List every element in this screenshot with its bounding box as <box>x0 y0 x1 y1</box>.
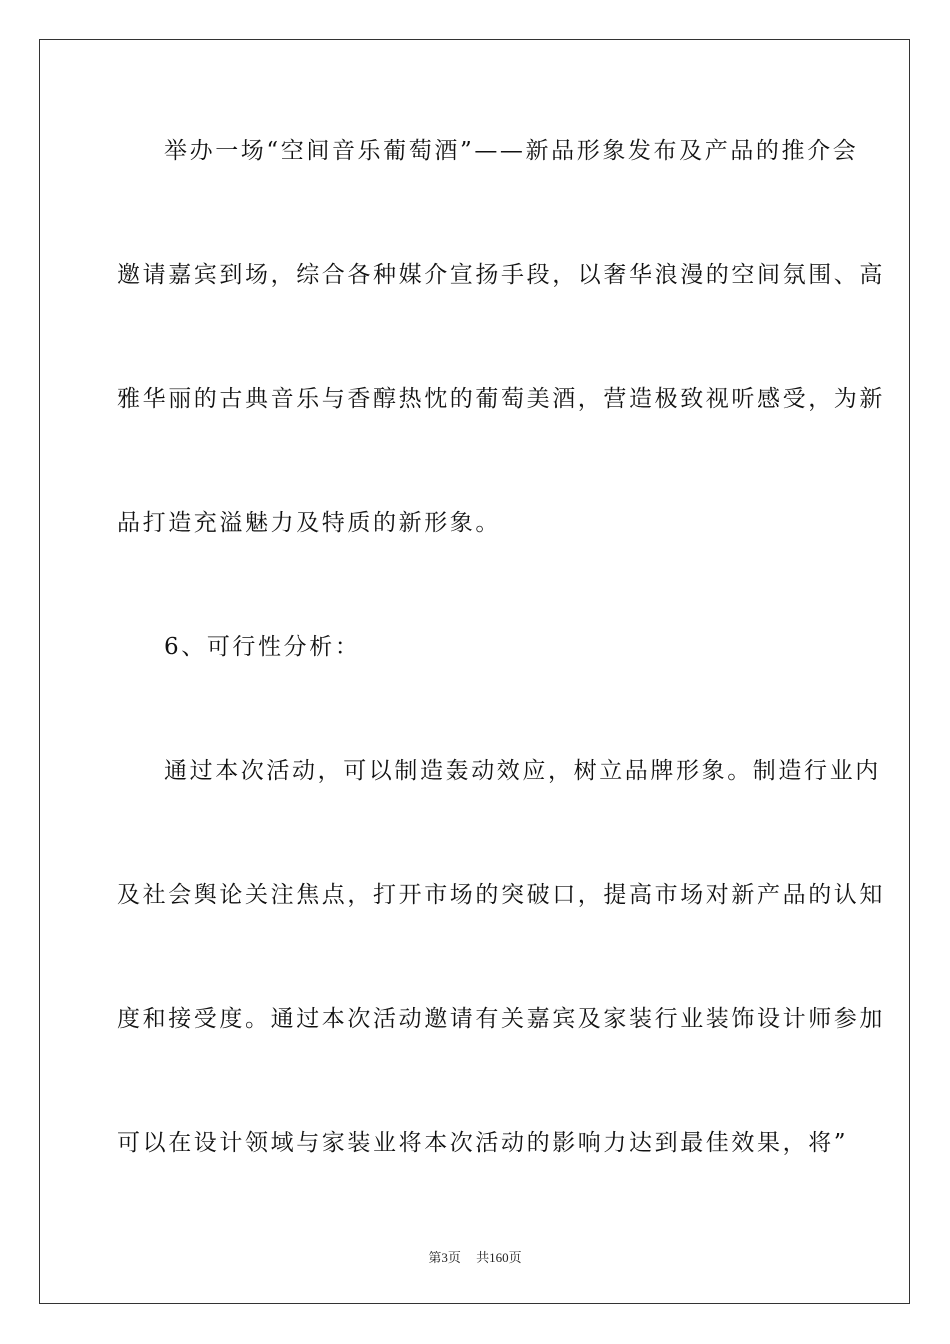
page-total: 共160页 <box>476 1250 522 1265</box>
section-heading: 6、可行性分析： <box>164 634 361 660</box>
paragraph-line: 度和接受度。通过本次活动邀请有关嘉宾及家装行业装饰设计师参加 <box>117 1006 885 1032</box>
paragraph-line: 举办一场“空间音乐葡萄酒”——新品形象发布及产品的推介会 <box>164 138 859 164</box>
paragraph-line: 雅华丽的古典音乐与香醇热忱的葡萄美酒，营造极致视听感受，为新 <box>117 386 885 412</box>
page-number: 第3页 <box>428 1250 461 1265</box>
paragraph-line: 通过本次活动，可以制造轰动效应，树立品牌形象。制造行业内 <box>164 758 881 784</box>
paragraph-line: 品打造充溢魅力及特质的新形象。 <box>117 510 501 536</box>
paragraph-line: 及社会舆论关注焦点，打开市场的突破口，提高市场对新产品的认知 <box>117 882 885 908</box>
paragraph-line: 邀请嘉宾到场，综合各种媒介宣扬手段，以奢华浪漫的空间氛围、高 <box>117 262 885 288</box>
page-footer <box>0 1249 950 1267</box>
page-frame <box>39 39 910 1304</box>
paragraph-line: 可以在设计领域与家装业将本次活动的影响力达到最佳效果，将” <box>117 1130 849 1156</box>
